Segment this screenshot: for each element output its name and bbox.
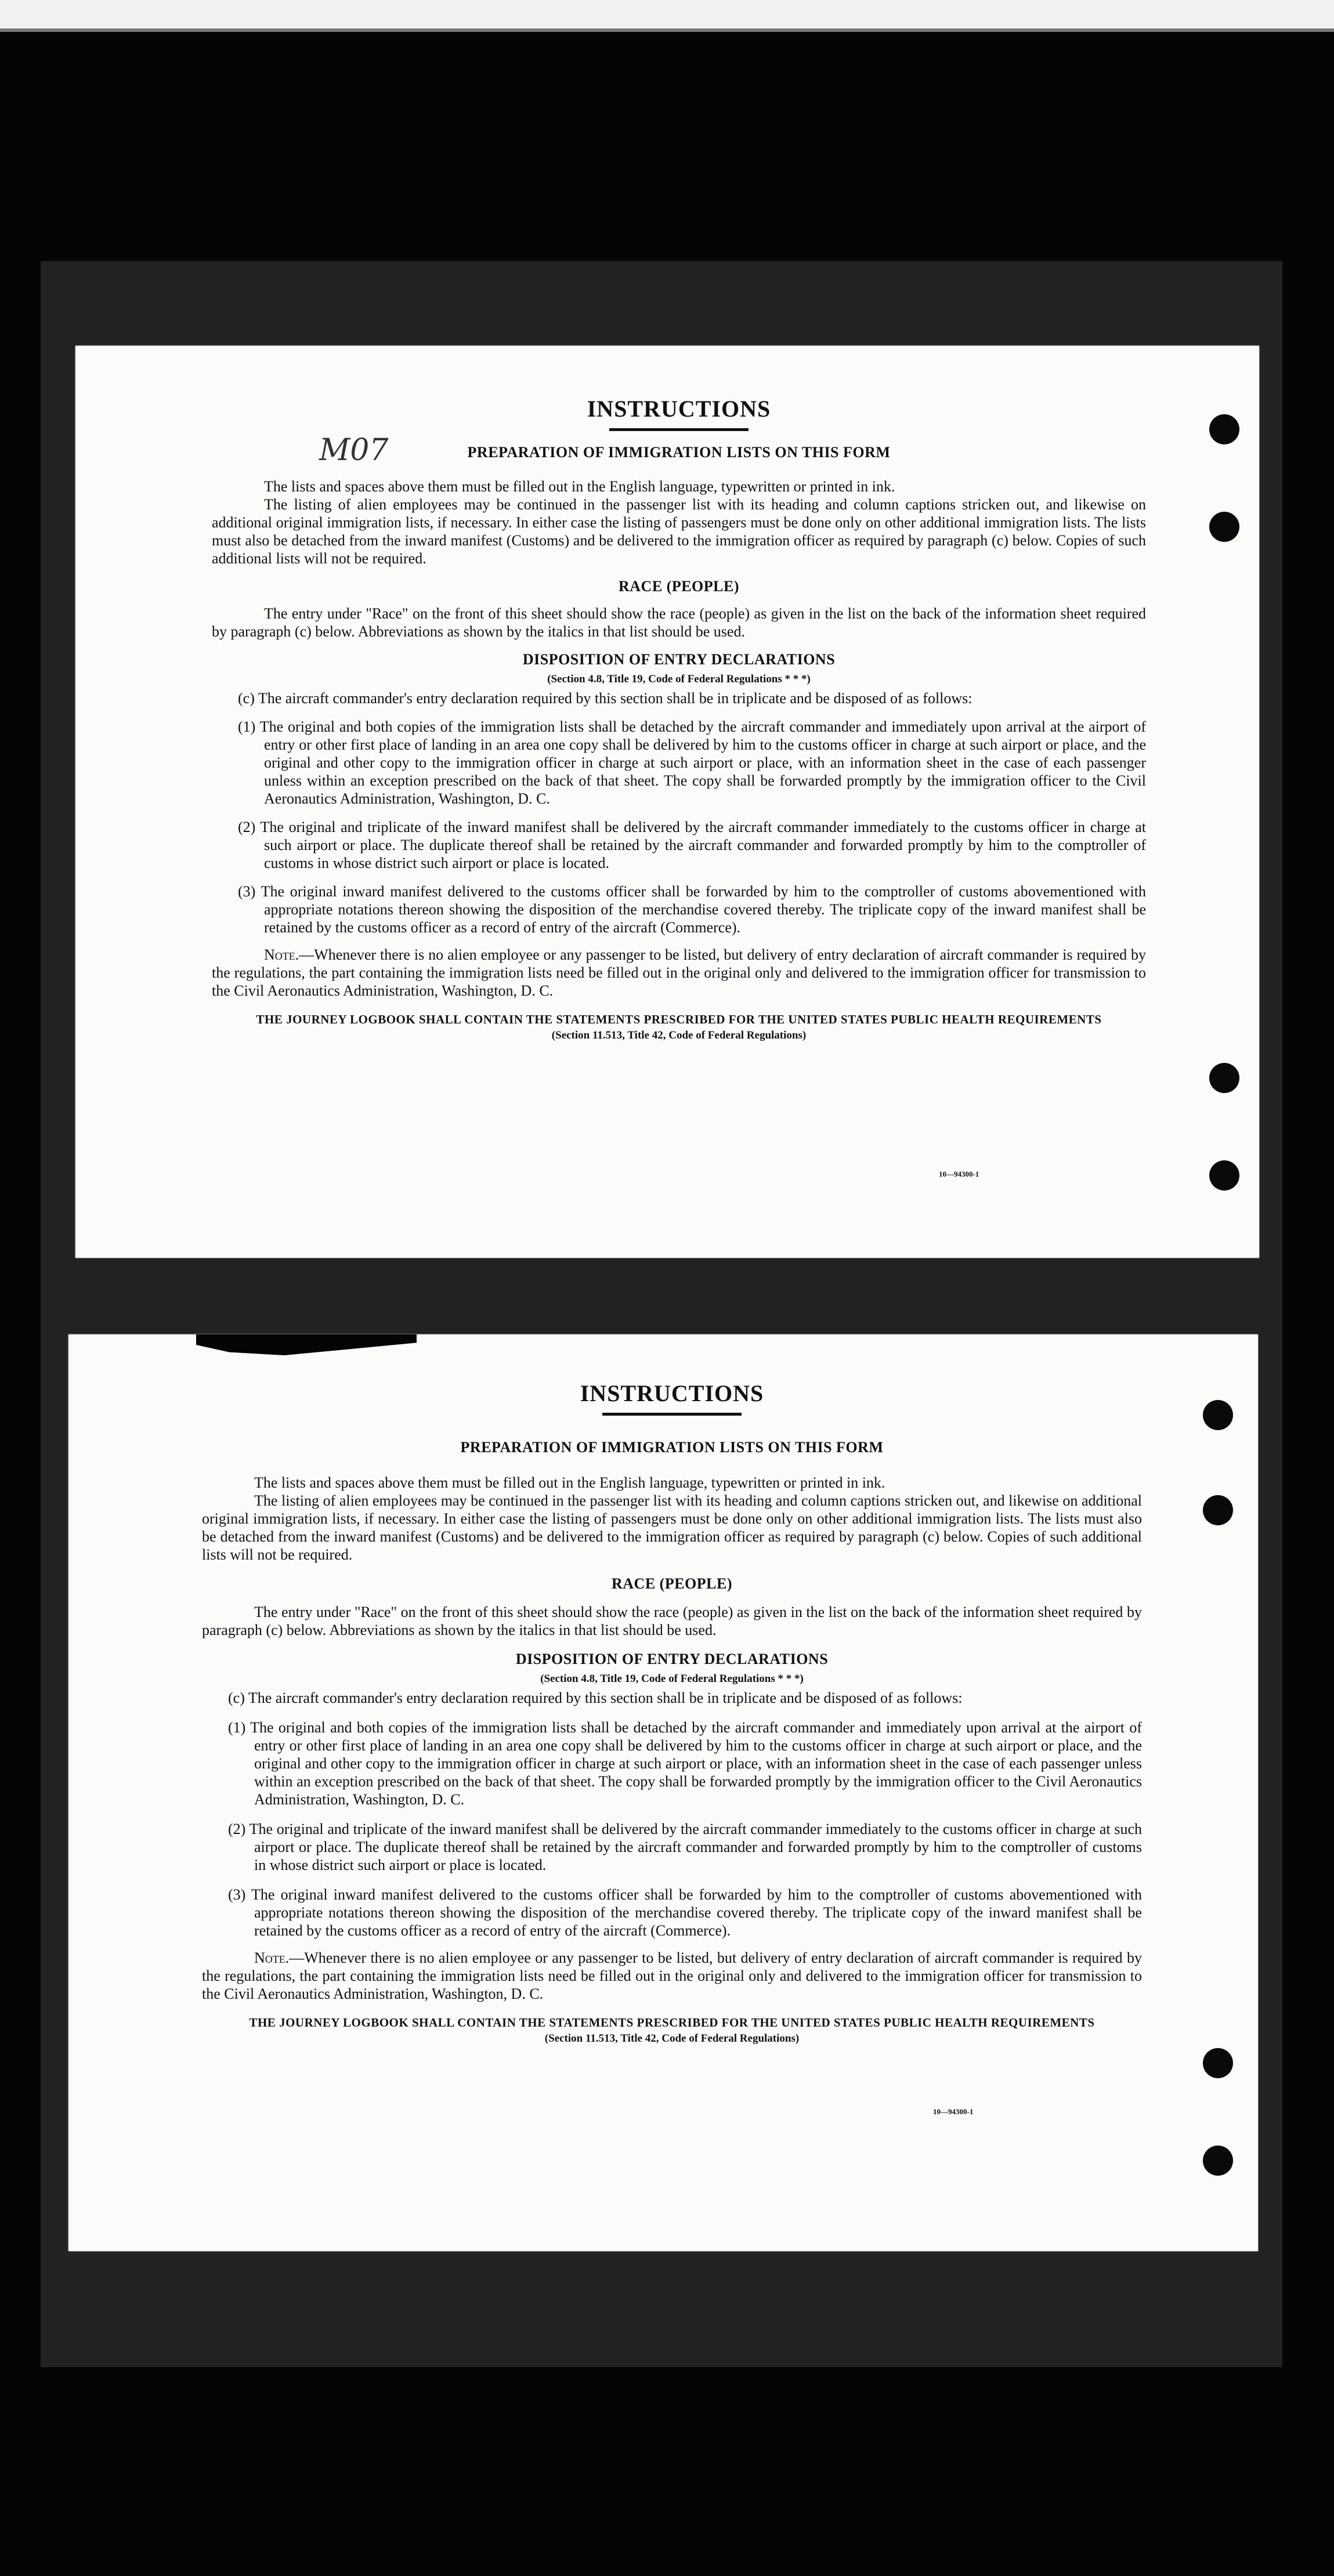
note-text: —Whenever there is no alien employee or any passenger to be listed, but delivery of entry declaration of aircraft commander is required by the regulations, the part containing the immigration lists need be filled out in the original only and delivered to the immigration officer for transmission to the Civil Aeronautics Administration, Washington, D. C.	[202, 1949, 1142, 2002]
race-heading: RACE (PEOPLE)	[612, 1575, 732, 1592]
prep-paragraph-1: The lists and spaces above them must be filled out in the English language, typewritten or printed in ink.	[264, 478, 895, 495]
punch-hole	[1203, 2048, 1233, 2078]
instruction-sheet-1	[75, 346, 1259, 1258]
note-label: Note.	[264, 946, 299, 963]
prep-heading: PREPARATION OF IMMIGRATION LISTS ON THIS FORM	[460, 1439, 884, 1456]
disposition-c: (c) The aircraft commander's entry declaration required by this section shall be in triplicate and be disposed of as follows:	[228, 1689, 963, 1706]
handwritten-mark: M07	[319, 433, 389, 468]
footer-heading: THE JOURNEY LOGBOOK SHALL CONTAIN THE STATEMENTS PRESCRIBED FOR THE UNITED STATES PUBLIC HEALTH REQUIREMENTS	[249, 2016, 1095, 2029]
note-paragraph	[212, 946, 1146, 1000]
race-paragraph: The entry under "Race" on the front of this sheet should show the race (people) as given in the list on the back of the information sheet required by paragraph (c) below. Abbreviations as shown by the italics in that list should be used.	[212, 605, 1146, 640]
form-code: 10—94300-1	[939, 1170, 979, 1178]
form-code: 10—94300-1	[933, 2107, 974, 2116]
page-title: INSTRUCTIONS	[580, 1380, 764, 1406]
disposition-heading: DISPOSITION OF ENTRY DECLARATIONS	[522, 651, 836, 668]
punch-hole	[1203, 2146, 1233, 2176]
note-label: Note.	[254, 1949, 290, 1966]
race-paragraph: The entry under "Race" on the front of this sheet should show the race (people) as given in the list on the back of the information sheet required by paragraph (c) below. Abbreviations as shown by the italics in that list should be used.	[202, 1604, 1142, 1638]
disposition-citation: (Section 4.8, Title 19, Code of Federal Regulations * * *)	[540, 1673, 804, 1685]
footer-citation: (Section 11.513, Title 42, Code of Federal Regulations)	[551, 1029, 807, 1041]
footer-heading: THE JOURNEY LOGBOOK SHALL CONTAIN THE STATEMENTS PRESCRIBED FOR THE UNITED STATES PUBLIC HEALTH REQUIREMENTS	[256, 1012, 1102, 1026]
punch-hole	[1209, 1063, 1239, 1093]
item-1: (1) The original and both copies of the immigration lists shall be detached by the aircraft commander and immediately upon arrival at the airport of entry or other first place of landing in an area one copy shall be delivered by him to the customs officer in charge at such airport or place, and the original and other copy to the immigration officer in charge at such airport or place, with an information sheet in the case of each passenger unless within an exception prescribed on the back of that sheet. The copy shall be forwarded promptly by the immigration officer to the Civil Aeronautics Administration, Washington, D. C.	[228, 1719, 1142, 1808]
item-2: (2) The original and triplicate of the inward manifest shall be delivered by the aircraft commander immediately to the customs officer in charge at such airport or place. The duplicate thereof shall be retained by the aircraft commander and forwarded promptly by him to the comptroller of customs in whose district such airport or place is located.	[238, 819, 1146, 871]
prep-heading: PREPARATION OF IMMIGRATION LISTS ON THIS FORM	[467, 444, 891, 461]
disposition-citation: (Section 4.8, Title 19, Code of Federal Regulations * * *)	[547, 673, 811, 685]
item-3: (3) The original inward manifest delivered to the customs officer shall be forwarded by him to the comptroller of customs abovementioned with appropriate notations thereon showing the disposition of the merchandise covered thereby. The triplicate copy of the inward manifest shall be retained by the customs officer as a record of entry of the aircraft (Commerce).	[228, 1886, 1142, 1939]
note-paragraph	[202, 1949, 1142, 2003]
page-title: INSTRUCTIONS	[587, 396, 771, 422]
punch-hole	[1209, 512, 1239, 542]
disposition-c: (c) The aircraft commander's entry declaration required by this section shall be in triplicate and be disposed of as follows:	[238, 690, 973, 707]
item-2: (2) The original and triplicate of the inward manifest shall be delivered by the aircraft commander immediately to the customs officer in charge at such airport or place. The duplicate thereof shall be retained by the aircraft commander and forwarded promptly by him to the comptroller of customs in whose district such airport or place is located.	[228, 1821, 1142, 1873]
title-rule	[602, 1413, 742, 1416]
prep-paragraph-2: The listing of alien employees may be continued in the passenger list with its heading and column captions stricken out, and likewise on additional original immigration lists, if necessary. In either case the listing of passengers must be done only on other additional immigration lists. The lists must also be detached from the inward manifest (Customs) and be delivered to the immigration officer as required by paragraph (c) below. Copies of such additional lists will not be required.	[212, 496, 1146, 567]
instruction-sheet-2	[68, 1334, 1258, 2251]
item-1: (1) The original and both copies of the immigration lists shall be detached by the aircraft commander and immediately upon arrival at the airport of entry or other first place of landing in an area one copy shall be delivered by him to the customs officer in charge at such airport or place, and the original and other copy to the immigration officer in charge at such airport or place, with an information sheet in the case of each passenger unless within an exception prescribed on the back of that sheet. The copy shall be forwarded promptly by the immigration officer to the Civil Aeronautics Administration, Washington, D. C.	[238, 718, 1146, 807]
note-text: —Whenever there is no alien employee or any passenger to be listed, but delivery of entry declaration of aircraft commander is required by the regulations, the part containing the immigration lists need be filled out in the original only and delivered to the immigration officer for transmission to the Civil Aeronautics Administration, Washington, D. C.	[212, 946, 1146, 999]
footer-citation: (Section 11.513, Title 42, Code of Federal Regulations)	[544, 2032, 800, 2045]
punch-hole	[1209, 414, 1239, 444]
punch-hole	[1203, 1495, 1233, 1525]
punch-hole	[1203, 1400, 1233, 1430]
title-rule	[609, 428, 749, 431]
film-top-edge	[0, 0, 1334, 32]
disposition-heading: DISPOSITION OF ENTRY DECLARATIONS	[515, 1651, 829, 1667]
race-heading: RACE (PEOPLE)	[619, 578, 739, 595]
punch-hole	[1209, 1160, 1239, 1191]
prep-paragraph-2: The listing of alien employees may be continued in the passenger list with its heading and column captions stricken out, and likewise on additional original immigration lists, if necessary. In either case the listing of passengers must be done only on other additional immigration lists. The lists must also be detached from the inward manifest (Customs) and be delivered to the immigration officer as required by paragraph (c) below. Copies of such additional lists will not be required.	[202, 1492, 1142, 1563]
prep-paragraph-1: The lists and spaces above them must be filled out in the English language, typewritten or printed in ink.	[254, 1474, 885, 1491]
item-3: (3) The original inward manifest delivered to the customs officer shall be forwarded by him to the comptroller of customs abovementioned with appropriate notations thereon showing the disposition of the merchandise covered thereby. The triplicate copy of the inward manifest shall be retained by the customs officer as a record of entry of the aircraft (Commerce).	[238, 883, 1146, 936]
